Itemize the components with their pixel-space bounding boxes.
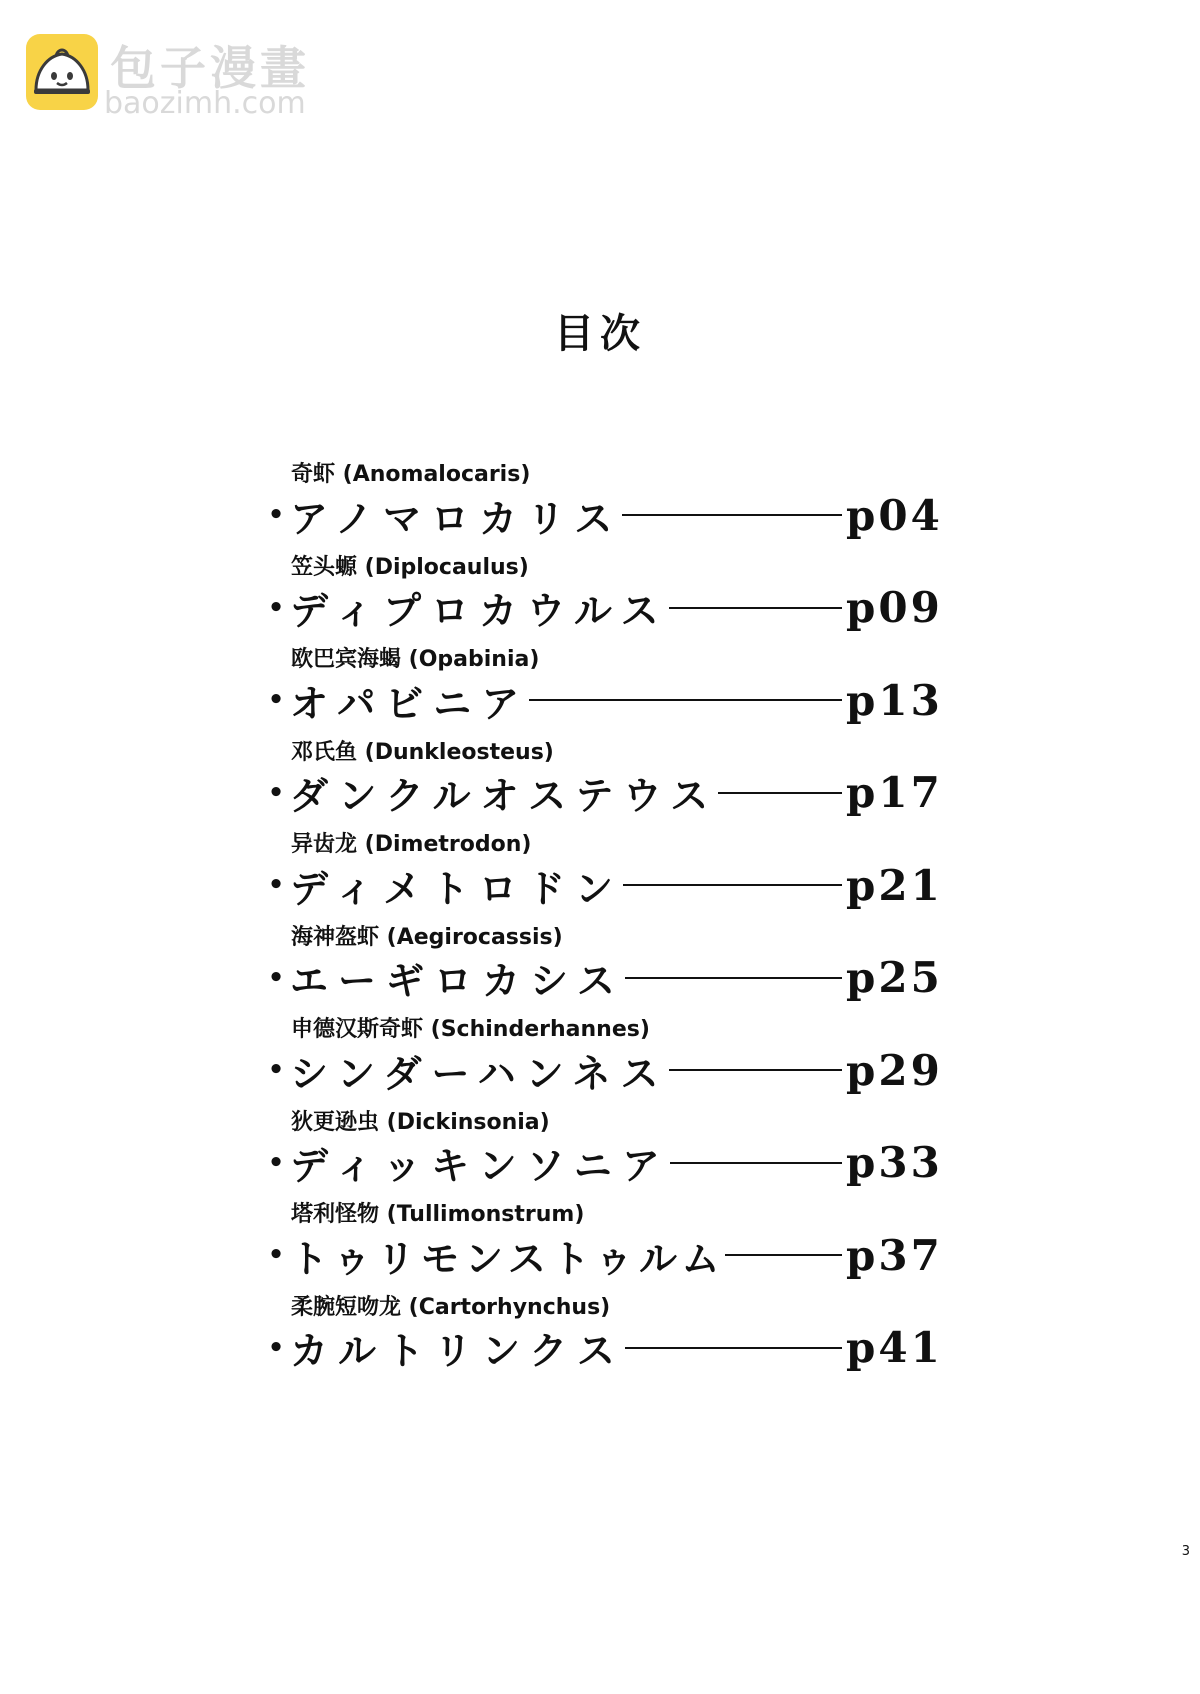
bullet-icon: • xyxy=(267,1332,285,1363)
toc-entry-jp-label: オパビニア xyxy=(290,680,530,726)
toc-entry[interactable] xyxy=(262,462,942,555)
bullet-icon: • xyxy=(267,1147,285,1178)
leader-line xyxy=(623,884,842,886)
leader-line xyxy=(529,699,842,701)
toc-entry-jp-label: ディプロカウルス xyxy=(290,588,669,633)
toc-entry-page: p41 xyxy=(846,1323,943,1372)
toc-entry[interactable] xyxy=(262,740,942,833)
leader-line xyxy=(625,1347,842,1349)
toc-entry-cn-label: 海神盔虾 (Aegirocassis) xyxy=(291,924,563,950)
toc-entry-jp-label: ディメトロドン xyxy=(290,865,623,911)
bullet-icon: • xyxy=(267,777,285,808)
toc-entry-cn-label: 奇虾 (Anomalocaris) xyxy=(291,462,531,487)
bullet-icon: • xyxy=(267,870,285,900)
watermark-name: 包子漫畫 xyxy=(110,41,310,95)
toc-list xyxy=(262,462,942,1387)
toc-entry-jp-label: カルトリンクス xyxy=(290,1328,625,1373)
toc-entry[interactable] xyxy=(262,925,942,1018)
toc-entry-page: p33 xyxy=(846,1138,943,1187)
toc-entry-page: p25 xyxy=(846,953,943,1002)
watermark-logo xyxy=(26,34,326,121)
toc-entry[interactable] xyxy=(262,647,942,740)
bullet-icon: • xyxy=(267,962,285,993)
toc-entry-page: p13 xyxy=(846,675,943,725)
toc-entry-cn-label: 欧巴宾海蝎 (Opabinia) xyxy=(291,647,540,672)
watermark-url: baozimh.com xyxy=(104,86,306,121)
bullet-icon: • xyxy=(267,1055,285,1085)
toc-entry-page: p04 xyxy=(846,490,943,540)
page-number: 3 xyxy=(1181,1544,1190,1559)
leader-line xyxy=(718,792,842,794)
toc-entry[interactable] xyxy=(262,1017,942,1110)
toc-entry-page: p37 xyxy=(846,1230,943,1280)
bun-mascot-icon xyxy=(26,34,98,110)
toc-entry-jp-label: エーギロカシス xyxy=(290,958,625,1003)
toc-entry[interactable] xyxy=(262,1295,942,1388)
leader-line xyxy=(669,607,842,609)
toc-entry-cn-label: 狄更逊虫 (Dickinsonia) xyxy=(291,1109,550,1135)
bullet-icon: • xyxy=(267,592,285,623)
toc-entry-jp-label: シンダーハンネス xyxy=(290,1050,669,1096)
toc-entry-cn-label: 塔利怪物 (Tullimonstrum) xyxy=(291,1202,585,1227)
leader-line xyxy=(625,977,842,979)
toc-entry-jp-label: アノマロカリス xyxy=(290,495,623,541)
bullet-icon: • xyxy=(267,1240,285,1270)
toc-entry-cn-label: 邓氏鱼 (Dunkleosteus) xyxy=(291,739,554,765)
toc-entry-page: p09 xyxy=(846,583,943,632)
toc-entry-jp-label: トゥリモンストゥルム xyxy=(290,1235,726,1281)
leader-line xyxy=(669,1069,843,1071)
toc-entry-cn-label: 异齿龙 (Dimetrodon) xyxy=(291,832,532,857)
leader-line xyxy=(725,1254,842,1256)
toc-entry[interactable] xyxy=(262,555,942,648)
toc-entry-page: p29 xyxy=(846,1045,943,1095)
toc-entry-cn-label: 申德汉斯奇虾 (Schinderhannes) xyxy=(291,1017,650,1042)
toc-entry-cn-label: 柔腕短吻龙 (Cartorhynchus) xyxy=(291,1294,611,1320)
toc-entry[interactable] xyxy=(262,1202,942,1295)
bullet-icon: • xyxy=(267,685,285,715)
leader-line xyxy=(670,1162,842,1164)
bullet-icon: • xyxy=(267,500,285,530)
toc-entry-page: p21 xyxy=(846,860,943,910)
toc-entry[interactable] xyxy=(262,832,942,925)
toc-entry[interactable] xyxy=(262,1110,942,1203)
leader-line xyxy=(622,514,842,516)
toc-entry-jp-label: ダンクルオステウス xyxy=(290,773,719,818)
toc-entry-cn-label: 笠头螈 (Diplocaulus) xyxy=(291,554,529,580)
page-title: 目次 xyxy=(554,310,646,357)
toc-entry-jp-label: ディッキンソニア xyxy=(290,1143,670,1188)
toc-entry-page: p17 xyxy=(846,768,943,817)
